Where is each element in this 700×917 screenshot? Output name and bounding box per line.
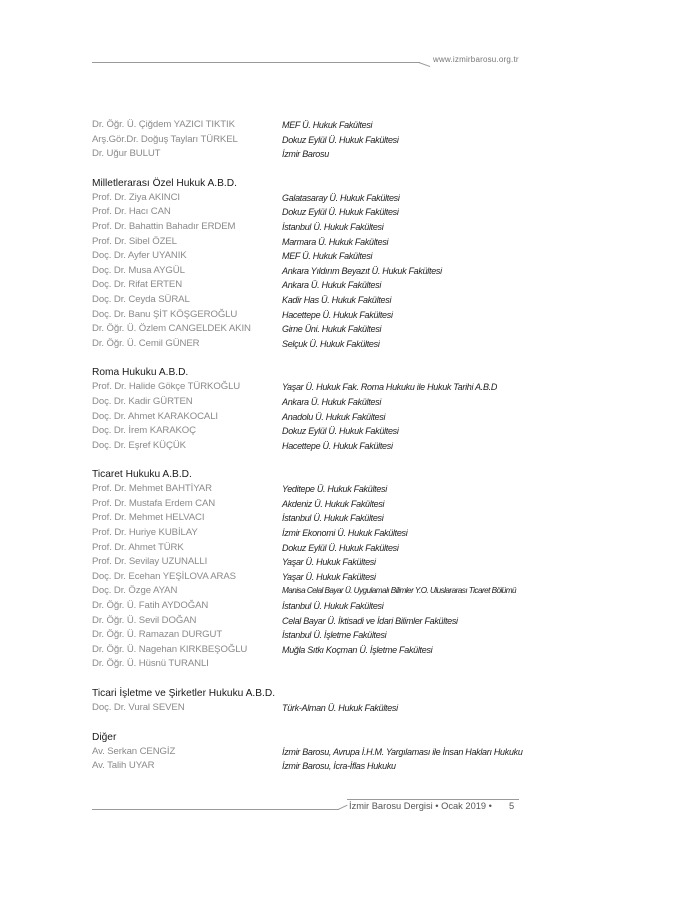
member-institution: Galatasaray Ü. Hukuk Fakültesi xyxy=(282,192,400,203)
list-item xyxy=(92,322,532,337)
footer-rule xyxy=(92,809,339,810)
member-name: Dr. Öğr. Ü. Özlem CANGELDEK AKIN xyxy=(92,323,251,335)
member-name: Prof. Dr. Halide Gökçe TÜRKOĞLU xyxy=(92,381,241,393)
list-item xyxy=(92,308,532,323)
member-institution: Dokuz Eylül Ü. Hukuk Fakültesi xyxy=(282,426,399,437)
member-institution: İstanbul Ü. Hukuk Fakültesi xyxy=(282,513,384,524)
list-item xyxy=(92,424,532,439)
member-institution: İzmir Barosu, Avrupa İ.H.M. Yargılaması ile İnsan Hakları Hukuku xyxy=(282,746,523,757)
list-item xyxy=(92,628,532,643)
member-name: Dr. Uğur BULUT xyxy=(92,148,161,160)
footer-rule-right xyxy=(347,799,519,800)
member-name: Arş.Gör.Dr. Doğuş Tayları TÜRKEL xyxy=(92,133,238,145)
member-institution: Dokuz Eylül Ü. Hukuk Fakültesi xyxy=(282,542,399,553)
member-institution: Anadolu Ü. Hukuk Fakültesi xyxy=(282,411,386,422)
member-institution: Muğla Sıtkı Koçman Ü. İşletme Fakültesi xyxy=(282,644,433,655)
member-name: Av. Talih UYAR xyxy=(92,760,155,772)
member-institution: Yaşar Ü. Hukuk Fak. Roma Hukuku ile Hukuk Tarihi A.B.D xyxy=(282,382,498,393)
member-name: Dr. Öğr. Ü. Cemil GÜNER xyxy=(92,337,200,349)
list-item xyxy=(92,293,532,308)
footer-rule-diagonal xyxy=(338,805,347,810)
list-item xyxy=(92,191,532,206)
list-item xyxy=(92,657,532,672)
list-item xyxy=(92,526,532,541)
member-institution: MEF Ü. Hukuk Fakültesi xyxy=(282,251,373,262)
list-item xyxy=(92,745,532,760)
member-name: Prof. Dr. Sevilay UZUNALLI xyxy=(92,556,208,568)
member-name: Av. Serkan CENGİZ xyxy=(92,745,176,757)
list-item xyxy=(92,555,532,570)
list-item xyxy=(92,701,532,716)
member-institution: İstanbul Ü. İşletme Fakültesi xyxy=(282,630,387,641)
member-institution: İzmir Barosu, İcra-İflas Hukuku xyxy=(282,761,396,772)
member-name: Prof. Dr. Huriye KUBİLAY xyxy=(92,527,198,539)
page-number: 5 xyxy=(509,801,515,811)
member-name: Doç. Dr. Musa AYGÜL xyxy=(92,264,185,276)
list-item xyxy=(92,570,532,585)
member-institution: Manisa Celal Bayar Ü. Uygulamalı Bilimler Y.O. Uluslararası Ticaret Bölümü xyxy=(282,586,517,596)
member-name: Prof. Dr. Hacı CAN xyxy=(92,206,171,218)
list-item xyxy=(92,584,532,599)
list-item xyxy=(92,264,532,279)
member-institution: Dokuz Eylül Ü. Hukuk Fakültesi xyxy=(282,134,399,145)
member-name: Dr. Öğr. Ü. Hüsnü TURANLI xyxy=(92,658,209,670)
list-item xyxy=(92,337,532,352)
member-institution: Kadir Has Ü. Hukuk Fakültesi xyxy=(282,294,392,305)
member-institution: İstanbul Ü. Hukuk Fakültesi xyxy=(282,221,384,232)
member-name: Prof. Dr. Mustafa Erdem CAN xyxy=(92,497,216,509)
member-name: Doç. Dr. Vural SEVEN xyxy=(92,702,185,713)
member-name: Doç. Dr. Rifat ERTEN xyxy=(92,279,183,291)
section-title: Ticaret Hukuku A.B.D. xyxy=(92,469,192,481)
member-institution: Hacettepe Ü. Hukuk Fakültesi xyxy=(282,309,393,320)
member-institution: Ankara Ü. Hukuk Fakültesi xyxy=(282,396,382,407)
member-name: Dr. Öğr. Ü. Ramazan DURGUT xyxy=(92,629,223,641)
section-title: Diğer xyxy=(92,731,117,743)
member-institution: Yeditepe Ü. Hukuk Fakültesi xyxy=(282,484,387,495)
list-item xyxy=(92,380,532,395)
member-name: Prof. Dr. Ziya AKINCI xyxy=(92,191,180,203)
member-name: Prof. Dr. Mehmet BAHTİYAR xyxy=(92,483,212,495)
member-name: Doç. Dr. Ceyda SÜRAL xyxy=(92,293,190,305)
list-item xyxy=(92,249,532,264)
member-institution: İzmir Ekonomi Ü. Hukuk Fakültesi xyxy=(282,528,408,539)
member-name: Prof. Dr. Sibel ÖZEL xyxy=(92,235,177,247)
list-item xyxy=(92,643,532,658)
section-title: Roma Hukuku A.B.D. xyxy=(92,367,189,379)
member-name: Doç. Dr. İrem KARAKOÇ xyxy=(92,425,196,437)
section-title: Ticari İşletme ve Şirketler Hukuku A.B.D. xyxy=(92,688,276,699)
member-institution: Yaşar Ü. Hukuk Fakültesi xyxy=(282,557,376,568)
member-institution: Celal Bayar Ü. İktisadi ve İdari Bilimler Fakültesi xyxy=(282,615,458,626)
member-name: Dr. Öğr. Ü. Nagehan KIRKBEŞOĞLU xyxy=(92,643,248,655)
member-institution: Girne Üni. Hukuk Fakültesi xyxy=(282,324,382,335)
member-institution: Hacettepe Ü. Hukuk Fakültesi xyxy=(282,440,393,451)
member-name: Dr. Öğr. Ü. Sevil DOĞAN xyxy=(92,614,197,626)
member-institution: Türk-Alman Ü. Hukuk Fakültesi xyxy=(282,703,398,713)
member-institution: Ankara Ü. Hukuk Fakültesi xyxy=(282,280,382,291)
list-item xyxy=(92,614,532,629)
member-name: Dr. Öğr. Ü. Çiğdem YAZICI TIKTIK xyxy=(92,119,235,130)
list-item xyxy=(92,759,532,774)
member-name: Doç. Dr. Eşref KÜÇÜK xyxy=(92,439,186,451)
list-item xyxy=(92,235,532,250)
member-institution: İzmir Barosu xyxy=(282,149,329,160)
site-url: www.izmirbarosu.org.tr xyxy=(433,55,519,64)
member-institution: Akdeniz Ü. Hukuk Fakültesi xyxy=(282,498,385,509)
member-institution: Yaşar Ü. Hukuk Fakültesi xyxy=(282,571,376,582)
list-item xyxy=(92,599,532,614)
member-name: Doç. Dr. Ayfer UYANIK xyxy=(92,250,187,262)
list-item xyxy=(92,511,532,526)
member-institution: Marmara Ü. Hukuk Fakültesi xyxy=(282,236,389,247)
list-item xyxy=(92,220,532,235)
member-institution: İstanbul Ü. Hukuk Fakültesi xyxy=(282,601,384,612)
member-institution: Dokuz Eylül Ü. Hukuk Fakültesi xyxy=(282,207,399,218)
member-institution: Selçuk Ü. Hukuk Fakültesi xyxy=(282,338,380,349)
list-item xyxy=(92,118,532,133)
list-item xyxy=(92,395,532,410)
member-name: Doç. Dr. Kadir GÜRTEN xyxy=(92,395,193,407)
list-item xyxy=(92,147,532,162)
member-name: Doç. Dr. Banu ŞİT KÖŞGEROĞLU xyxy=(92,308,238,320)
member-institution: Ankara Yıldırım Beyazıt Ü. Hukuk Fakültesi xyxy=(282,265,442,276)
list-item xyxy=(92,278,532,293)
member-name: Prof. Dr. Ahmet TÜRK xyxy=(92,541,184,553)
member-name: Prof. Dr. Mehmet HELVACI xyxy=(92,512,205,524)
section-title: Milletlerarası Özel Hukuk A.B.D. xyxy=(92,177,237,189)
member-name: Doç. Dr. Özge AYAN xyxy=(92,585,178,597)
member-list xyxy=(92,118,532,774)
list-item xyxy=(92,205,532,220)
list-item xyxy=(92,133,532,148)
list-item xyxy=(92,497,532,512)
footer-journal-info: İzmir Barosu Dergisi • Ocak 2019 • xyxy=(349,801,492,811)
member-name: Doç. Dr. Ahmet KARAKOCALI xyxy=(92,410,218,422)
header-rule xyxy=(92,62,420,63)
member-name: Dr. Öğr. Ü. Fatih AYDOĞAN xyxy=(92,600,209,612)
member-name: Prof. Dr. Bahattin Bahadır ERDEM xyxy=(92,220,236,232)
member-institution: MEF Ü. Hukuk Fakültesi xyxy=(282,120,373,130)
member-name: Doç. Dr. Ecehan YEŞİLOVA ARAS xyxy=(92,570,236,582)
list-item xyxy=(92,439,532,454)
list-item xyxy=(92,541,532,556)
list-item xyxy=(92,410,532,425)
header-rule-diagonal xyxy=(419,62,431,67)
list-item xyxy=(92,482,532,497)
